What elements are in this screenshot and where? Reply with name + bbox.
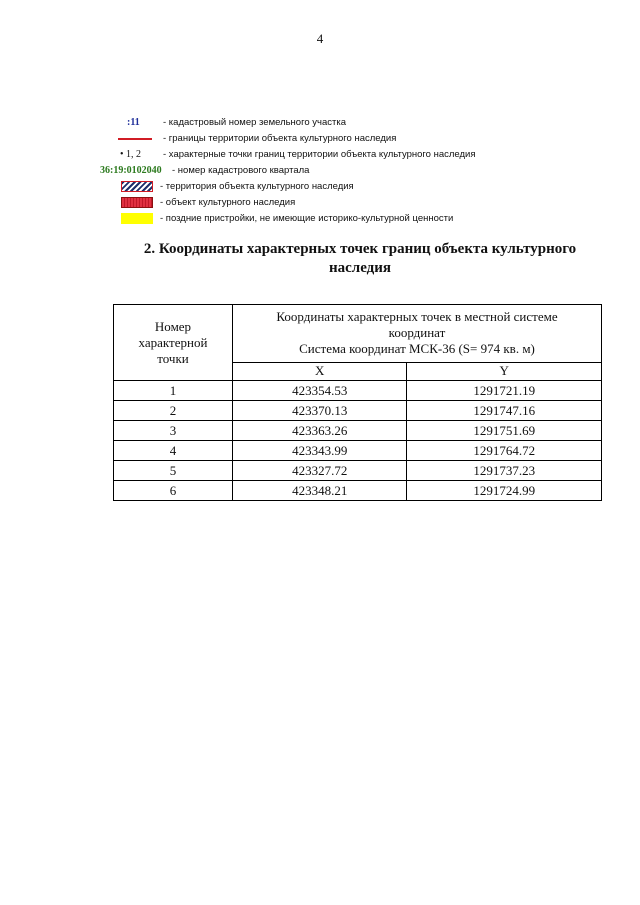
y-cell: 1291747.16 xyxy=(407,401,602,421)
y-cell: 1291764.72 xyxy=(407,441,602,461)
land-plot-number-symbol: :11 xyxy=(127,117,140,128)
boundary-line-icon xyxy=(118,138,152,140)
point-number-cell: 3 xyxy=(114,421,233,441)
point-dot-icon: • 1, 2 xyxy=(120,149,142,160)
x-column-header: X xyxy=(233,362,407,380)
cadastral-quarter-symbol: 36:19:0102040 xyxy=(100,165,162,176)
yellow-additions-swatch-icon xyxy=(121,213,153,224)
section-title-line1: Координаты характерных точек границ объекта культурного xyxy=(158,241,577,257)
coordinates-group-header xyxy=(233,305,602,363)
legend-text: - характерные точки границ территории объекта культурного наследия xyxy=(163,149,476,160)
x-cell: 423370.13 xyxy=(233,401,407,421)
section-number: 2. xyxy=(143,241,156,257)
legend-item-territory xyxy=(0,180,640,194)
table-row xyxy=(114,381,602,401)
header-line: характерной xyxy=(138,334,208,350)
header-line: точки xyxy=(157,350,189,366)
legend-item-late-additions xyxy=(0,212,640,226)
table-row xyxy=(114,441,602,461)
legend-text: - границы территории объекта культурного наследия xyxy=(163,133,397,144)
coordinate-system-label: Система координат МСК-36 (S= 974 кв. м) xyxy=(299,341,535,357)
table-row xyxy=(114,401,602,421)
y-cell: 1291751.69 xyxy=(407,421,602,441)
coordinates-table xyxy=(113,304,602,501)
header-line: координат xyxy=(388,325,446,341)
header-line: Номер xyxy=(154,318,192,334)
point-number-header xyxy=(114,305,233,381)
section-title-line2: наследия xyxy=(328,260,392,276)
legend-text: - объект культурного наследия xyxy=(160,197,296,208)
page-number: 4 xyxy=(316,31,324,46)
y-column-header: Y xyxy=(407,362,602,380)
hatched-territory-swatch-icon xyxy=(121,181,153,192)
y-cell: 1291721.19 xyxy=(407,381,602,401)
point-number-cell: 6 xyxy=(114,481,233,501)
section-heading xyxy=(100,240,620,278)
legend-item-boundary xyxy=(0,132,640,146)
table-row xyxy=(114,461,602,481)
legend-text: - номер кадастрового квартала xyxy=(172,165,310,176)
legend-item-heritage-object xyxy=(0,196,640,210)
x-cell: 423343.99 xyxy=(233,441,407,461)
legend-text: - поздние пристройки, не имеющие историко-культурной ценности xyxy=(160,213,454,224)
legend-item-land-plot xyxy=(0,116,640,130)
red-object-swatch-icon xyxy=(121,197,153,208)
x-cell: 423327.72 xyxy=(233,461,407,481)
x-cell: 423354.53 xyxy=(233,381,407,401)
point-number-cell: 4 xyxy=(114,441,233,461)
table-row xyxy=(114,421,602,441)
table-row xyxy=(114,481,602,501)
point-number-cell: 1 xyxy=(114,381,233,401)
x-cell: 423348.21 xyxy=(233,481,407,501)
legend-item-points xyxy=(0,148,640,162)
legend-text: - кадастровый номер земельного участка xyxy=(163,117,347,128)
y-cell: 1291724.99 xyxy=(407,481,602,501)
header-line: Координаты характерных точек в местной системе xyxy=(276,309,558,325)
x-cell: 423363.26 xyxy=(233,421,407,441)
legend-item-quarter xyxy=(0,164,640,178)
point-number-cell: 2 xyxy=(114,401,233,421)
legend-text: - территория объекта культурного наследия xyxy=(160,181,354,192)
point-number-cell: 5 xyxy=(114,461,233,481)
y-cell: 1291737.23 xyxy=(407,461,602,481)
